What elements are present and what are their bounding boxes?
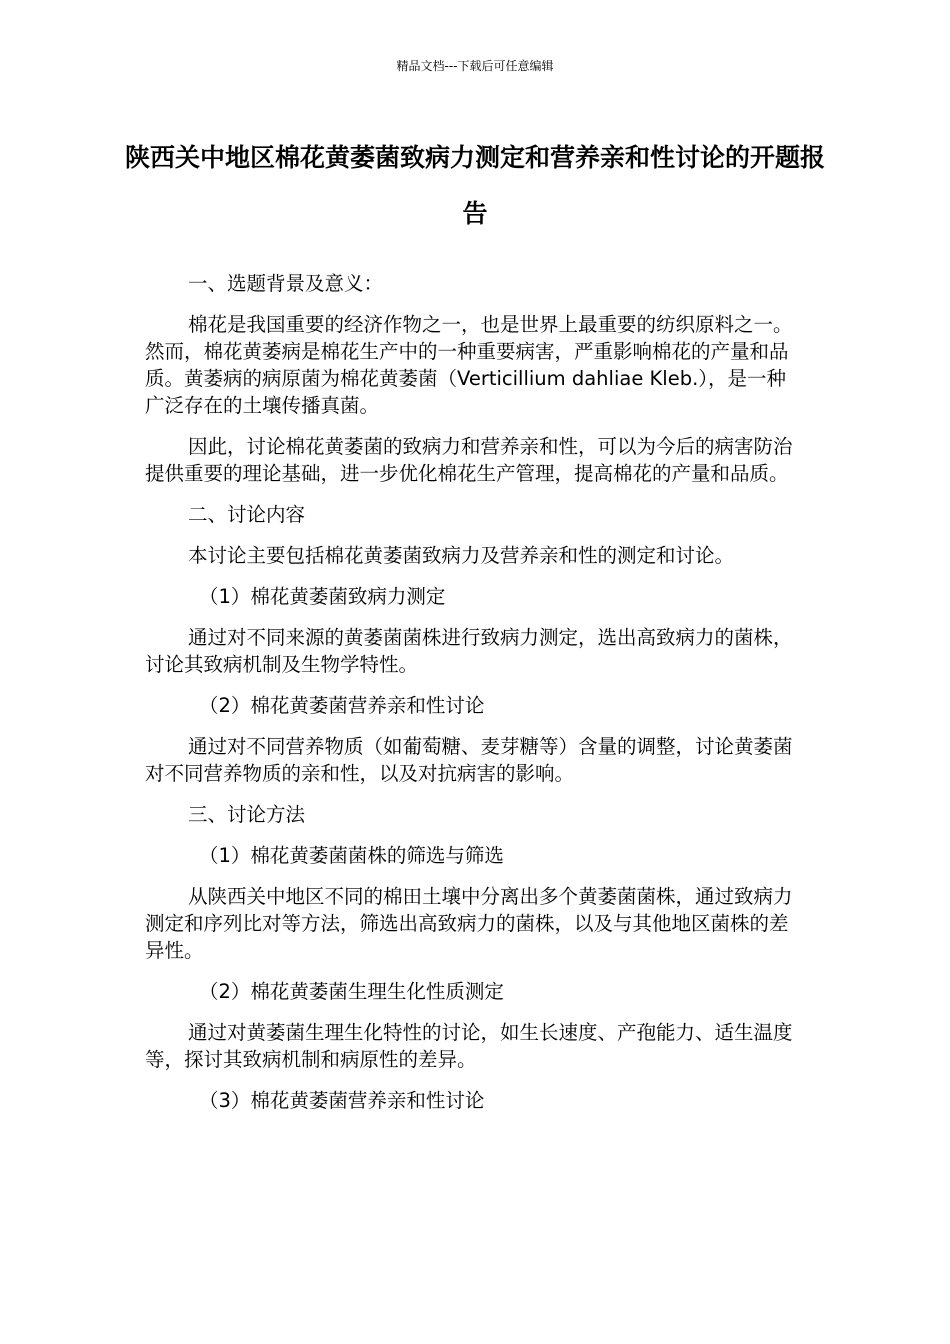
subheading-pathogenicity: （1）棉花黄萎菌致病力测定 (199, 585, 446, 608)
subheading-nutrition-methods: （3）棉花黄萎菌营养亲和性讨论 (199, 1089, 485, 1112)
subheading-strain-screening: （1）棉花黄萎菌菌株的筛选与筛选 (199, 844, 504, 867)
paragraph-physiology: 通过对黄萎菌生理生化特性的讨论，如生长速度、产孢能力、适生温度等，探讨其致病机制和病原性的差异。 (145, 1021, 793, 1071)
section-heading-content: 二、讨论内容 (188, 503, 306, 526)
paragraph-pathogenicity: 通过对不同来源的黄萎菌菌株进行致病力测定，选出高致病力的菌株，讨论其致病机制及生物学特性。 (145, 626, 793, 676)
subheading-nutrition: （2）棉花黄萎菌营养亲和性讨论 (199, 694, 485, 717)
document-title: 陕西关中地区棉花黄萎菌致病力测定和营养亲和性讨论的开题报告 (124, 143, 825, 228)
section-heading-background: 一、选题背景及意义： (188, 272, 384, 295)
paragraph-strain-screening: 从陕西关中地区不同的棉田土壤中分离出多个黄萎菌菌株，通过致病力测定和序列比对等方法，筛选出高致病力的菌株，以及与其他地区菌株的差异性。 (145, 885, 793, 962)
paragraph-nutrition: 通过对不同营养物质（如葡萄糖、麦芽糖等）含量的调整，讨论黄萎菌对不同营养物质的亲和性，以及对抗病害的影响。 (145, 735, 793, 785)
page-header: 精品文档---下载后可任意编辑 (396, 59, 554, 73)
paragraph-significance: 因此，讨论棉花黄萎菌的致病力和营养亲和性，可以为今后的病害防治提供重要的理论基础，进一步优化棉花生产管理，提高棉花的产量和品质。 (145, 435, 793, 485)
paragraph-background: 棉花是我国重要的经济作物之一，也是世界上最重要的纺织原料之一。然而，棉花黄萎病是棉花生产中的一种重要病害，严重影响棉花的产量和品质。黄萎病的病原菌为棉花黄萎菌（Verticillium dahliae Kleb.），是一种广泛存在的土壤传播真菌。 (145, 313, 793, 417)
subheading-physiology: （2）棉花黄萎菌生理生化性质测定 (199, 980, 504, 1003)
section-heading-methods: 三、讨论方法 (188, 803, 306, 826)
paragraph-content-summary: 本讨论主要包括棉花黄萎菌致病力及营养亲和性的测定和讨论。 (188, 544, 735, 567)
document-body (145, 270, 805, 1128)
